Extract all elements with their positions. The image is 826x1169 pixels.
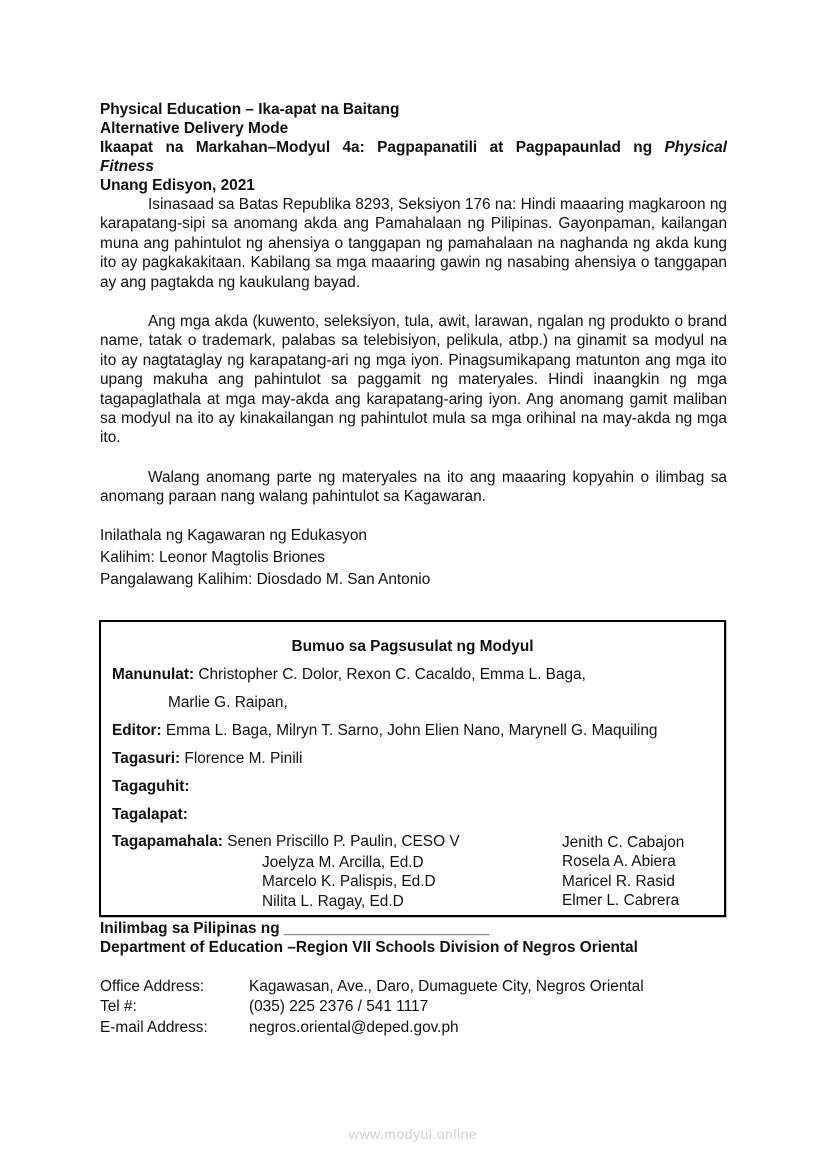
reviewer-row xyxy=(112,750,302,768)
layout-artist-row xyxy=(112,806,188,824)
editor-row xyxy=(112,722,657,740)
contact-label: Tel #: xyxy=(100,998,137,1015)
contact-row-address xyxy=(100,976,644,997)
illustrator-label: Tagaguhit: xyxy=(112,778,190,795)
management-name: Rosela A. Abiera xyxy=(562,853,676,871)
department-name: Department of Education –Region VII Schools Division of Negros Oriental xyxy=(100,939,638,956)
subject-title: Physical Education – Ika-apat na Baitang xyxy=(100,101,400,118)
management-name: Maricel R. Rasid xyxy=(562,872,675,890)
contact-label: Office Address: xyxy=(100,978,205,995)
edition: Unang Edisyon, 2021 xyxy=(100,177,255,194)
secretary-line: Kalihim: Leonor Magtolis Briones xyxy=(100,548,325,566)
management-column-2 xyxy=(562,833,684,911)
delivery-mode: Alternative Delivery Mode xyxy=(100,120,289,137)
contact-label: E-mail Address: xyxy=(100,1019,208,1036)
credits-title: Bumuo sa Pagsusulat ng Modyul xyxy=(291,638,534,655)
publisher-line: Inilathala ng Kagawaran ng Edukasyon xyxy=(100,526,367,544)
management-name: Nilita L. Ragay, Ed.D xyxy=(262,892,404,910)
module-title xyxy=(100,138,727,157)
editor-label: Editor: xyxy=(112,722,162,739)
writers-row xyxy=(112,666,586,684)
writers-value: Christopher C. Dolor, Rexon C. Cacaldo, Emma L. Baga, xyxy=(198,666,586,683)
module-title-italic: Physical xyxy=(664,139,728,156)
editor-value: Emma L. Baga, Milryn T. Sarno, John Elien Nano, Marynell G. Maquiling xyxy=(165,722,658,739)
contact-value[interactable]: negros.oriental@deped.gov.ph xyxy=(249,1019,459,1036)
layout-artist-label: Tagalapat: xyxy=(112,806,188,823)
reviewer-value: Florence M. Pinili xyxy=(184,750,303,767)
publisher-info xyxy=(100,525,727,591)
reviewer-label: Tagasuri: xyxy=(112,750,181,767)
management-name: Joelyza M. Arcilla, Ed.D xyxy=(262,854,424,871)
management-name: Jenith C. Cabajon xyxy=(562,834,685,851)
undersecretary-line: Pangalawang Kalihim: Diosdado M. San Antonio xyxy=(100,570,431,588)
management-row xyxy=(112,833,460,851)
copyright-paragraph-2: Ang mga akda (kuwento, seleksiyon, tula, awit, larawan, ngalan ng produkto o brand name, tatak o trademark, palabas sa telebisiyon, pelikula, atbp.) na ginamit sa modyul na ito ay nagtataglay ng karapatang-ari ng mga iyon. Pinagsumikapang matunton ang mga ito upang makuha ang pahintulot sa paggamit ng materyales. Hindi inaangkin ng mga tagapaglathala at mga may-akda ang karapatang-aring iyon. Ang anomang gamit maliban sa modyul na ito ay kinakailangan ng pahintulot mula sa mga orihinal na may-akda ng mga ito. xyxy=(100,313,727,447)
management-label: Tagapamahala: xyxy=(112,833,223,850)
printed-in: Inilimbag sa Pilipinas ng ________________________ xyxy=(100,920,490,937)
contact-row-email xyxy=(100,1017,644,1038)
copyright-page xyxy=(100,100,727,591)
contact-info xyxy=(100,976,644,1038)
credits-box xyxy=(99,620,726,917)
management-first: Senen Priscillo P. Paulin, CESO V xyxy=(227,833,460,850)
contact-row-phone xyxy=(100,997,644,1017)
module-title-prefix: Ikaapat na Markahan–Modyul 4a: Pagpapanatili at Pagpapaunlad ng xyxy=(100,139,653,156)
website-watermark: www.modyul.online xyxy=(348,1126,478,1142)
contact-value: (035) 225 2376 / 541 1117 xyxy=(249,998,429,1015)
illustrator-row xyxy=(112,778,190,796)
copyright-paragraph-3: Walang anomang parte ng materyales na ito ang maaaring kopyahin o ilimbag sa anomang paraan nang walang pahintulot sa Kagawaran. xyxy=(100,468,727,506)
copyright-paragraph-1: Isinasaad sa Batas Republika 8293, Seksiyon 176 na: Hindi maaaring magkaroon ng karapatang-sipi sa anomang akda ang Pamahalaan ng Pilipinas. Gayonpaman, kailangan muna ang pahintulot ng ahensiya o tanggapan ng pamahalaan na naghanda ng akda kung ito ay pagkakakitaan. Kabilang sa mga maaaring gawin ng nasabing ahensiya o tanggapan ay ang pagtakda ng kaukulang bayad. xyxy=(100,196,727,291)
writers-row-continued: Marlie G. Raipan, xyxy=(168,694,288,711)
contact-value: Kagawasan, Ave., Daro, Dumaguete City, Negros Oriental xyxy=(249,978,644,995)
writers-label: Manunulat: xyxy=(112,666,195,683)
management-name: Marcelo K. Palispis, Ed.D xyxy=(262,873,436,891)
printing-info xyxy=(100,919,740,957)
module-title-continued: Fitness xyxy=(100,158,154,175)
management-column-1 xyxy=(262,853,436,911)
management-name: Elmer L. Cabrera xyxy=(562,892,680,910)
